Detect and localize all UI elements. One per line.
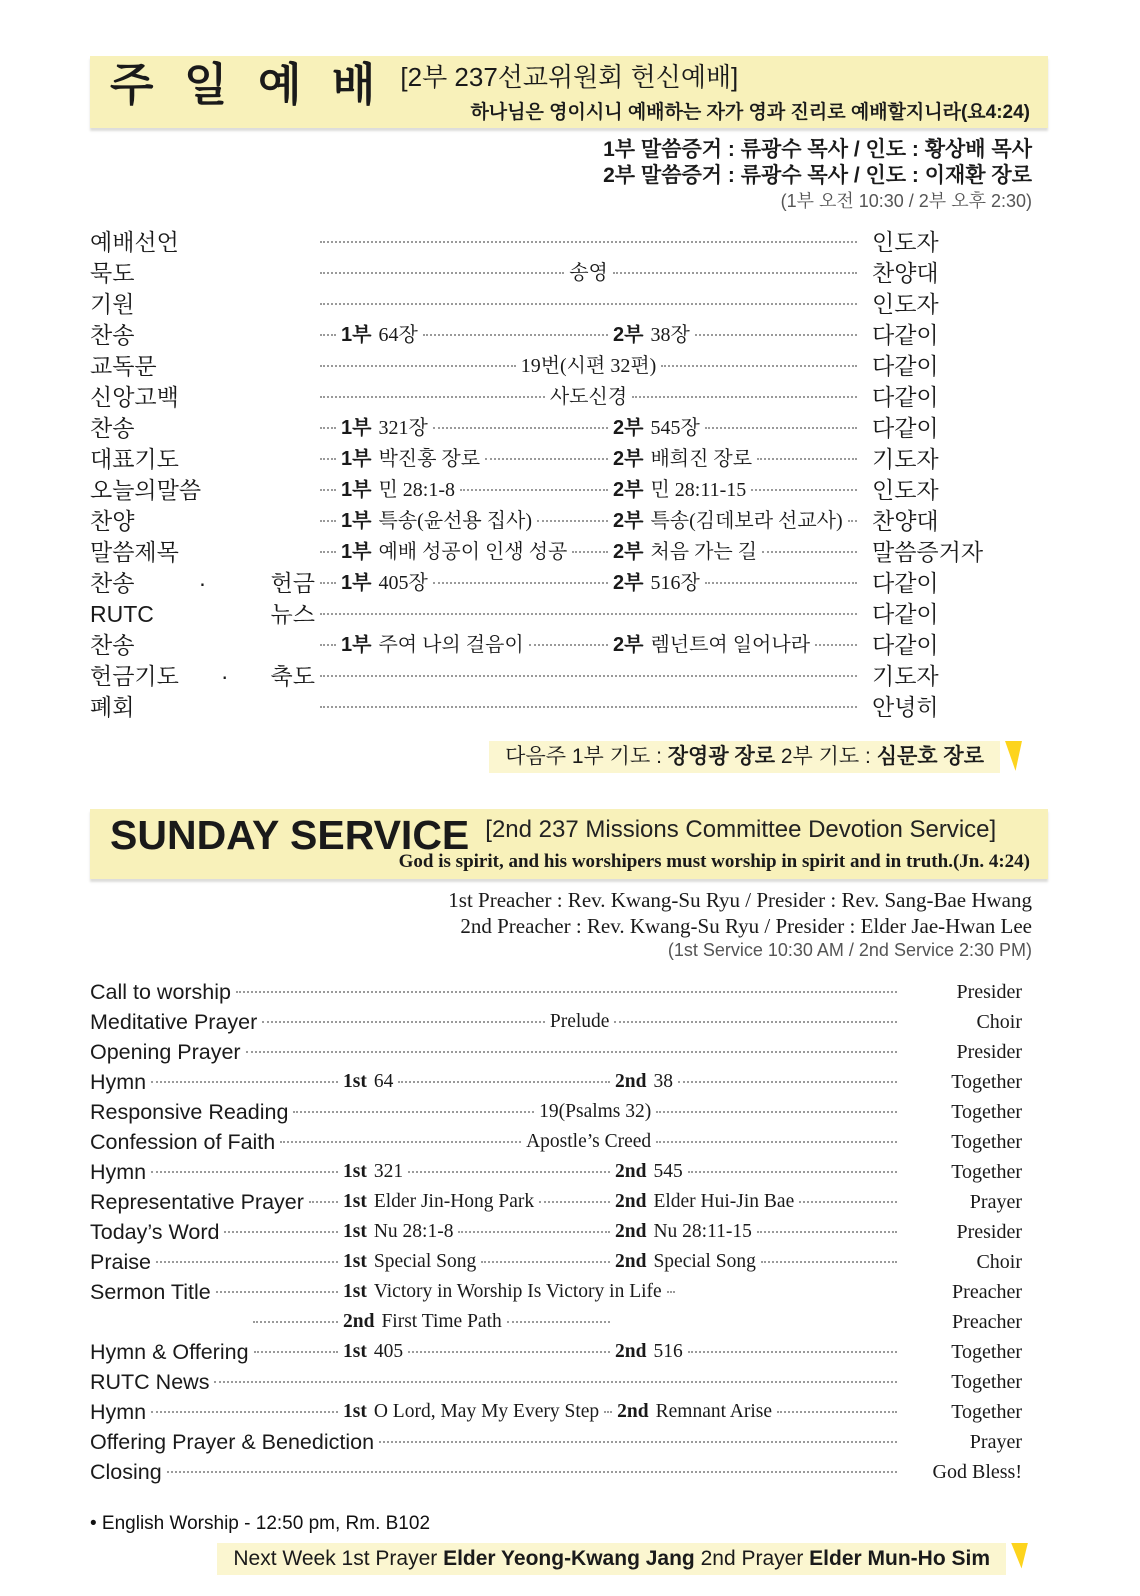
dotted-leader: [688, 1171, 897, 1173]
dotted-leader: [214, 1381, 897, 1383]
first-service-value: 1부 64장: [341, 323, 418, 346]
service-role: Together: [951, 1370, 1022, 1393]
korean-info-line2: 2부 말씀증거 : 류광수 목사 / 인도 : 이재환 장로: [603, 164, 1032, 188]
korean-info-time: (1부 오전 10:30 / 2부 오후 2:30): [780, 190, 1032, 211]
service-role: God Bless!: [932, 1460, 1022, 1483]
dotted-leader: [280, 1141, 521, 1143]
korean-info-line1: 1부 말씀증거 : 류광수 목사 / 인도 : 황상배 목사: [603, 138, 1032, 161]
first-service-value: 1st Victory in Worship Is Victory in Life: [343, 1280, 662, 1302]
dotted-leader: [320, 489, 336, 491]
dotted-leader: [604, 1411, 612, 1413]
dotted-leader: [761, 1261, 897, 1263]
dotted-leader: [320, 241, 857, 243]
service-item-label: 찬송: [90, 631, 135, 658]
dotted-leader: [458, 1231, 610, 1233]
gold-flag-icon: [1005, 741, 1022, 771]
service-item-label: Hymn: [90, 1159, 147, 1184]
dotted-leader: [460, 489, 608, 491]
dotted-leader: [667, 1291, 675, 1293]
english-next-week-note: [90, 1543, 1048, 1575]
service-center-value: 19번(시편 32편): [520, 354, 657, 377]
dotted-leader: [320, 551, 336, 553]
first-service-value: 1st Nu 28:1-8: [343, 1220, 454, 1242]
dotted-leader: [320, 706, 857, 708]
service-role: 기도자: [872, 662, 939, 689]
service-role: Presider: [956, 1040, 1022, 1063]
service-row: [90, 1067, 1022, 1097]
english-subtitle-bracket: [2nd 237 Missions Committee Devotion Service]: [485, 815, 997, 843]
service-row: [90, 351, 1022, 382]
second-service-value: 2부 특송(김데보라 선교사): [613, 509, 843, 532]
second-service-value: 2nd 38: [615, 1070, 673, 1092]
dotted-leader: [156, 1261, 338, 1263]
korean-next-week-note: [90, 741, 1048, 773]
service-item-label: Opening Prayer: [90, 1039, 241, 1064]
service-role: Presider: [956, 1220, 1022, 1243]
service-row: [90, 537, 1022, 568]
dotted-leader: [481, 1261, 610, 1263]
service-role: Together: [951, 1160, 1022, 1183]
second-service-value: 2부 처음 가는 길: [613, 540, 758, 563]
service-item-label: Sermon Title: [90, 1279, 211, 1304]
service-item-label: 말씀제목: [90, 538, 179, 565]
dotted-leader: [320, 675, 857, 677]
second-service-value: 2nd Special Song: [615, 1250, 756, 1272]
dotted-leader: [216, 1291, 338, 1293]
english-order-of-service: [90, 977, 1048, 1487]
service-row: [90, 630, 1022, 661]
dotted-leader: [757, 1231, 897, 1233]
second-service-value: 2부 렘넌트여 일어나라: [613, 633, 811, 656]
service-item-label: Representative Prayer: [90, 1189, 304, 1214]
second-service-value: 2nd 545: [615, 1160, 683, 1182]
service-role: 다같이: [872, 600, 939, 627]
service-item-label: 대표기도: [90, 445, 179, 472]
service-role: 다같이: [872, 631, 939, 658]
dotted-leader: [614, 1021, 897, 1023]
second-service-value: 2부 민 28:11-15: [613, 478, 747, 501]
service-role: 다같이: [872, 383, 939, 410]
korean-verse: 하나님은 영이시니 예배하는 자가 영과 진리로 예배할지니라(요4:24): [470, 102, 1030, 123]
service-row: [90, 1247, 1022, 1277]
second-service-value: 2부 516장: [613, 571, 700, 594]
service-item-label: Confession of Faith: [90, 1129, 276, 1154]
service-role: Together: [951, 1100, 1022, 1123]
service-row: [90, 599, 1022, 630]
service-row: [90, 444, 1022, 475]
service-item-label: 찬송: [90, 414, 135, 441]
next-week-2nd-prayer-name: 심문호 장로: [876, 744, 984, 768]
service-item-label: 찬송: [90, 321, 135, 348]
korean-title: 주 일 예 배: [110, 59, 385, 110]
service-row: [90, 227, 1022, 258]
service-center-value: 19(Psalms 32): [539, 1100, 652, 1122]
service-role: 인도자: [872, 476, 939, 503]
service-role: 인도자: [872, 290, 939, 317]
service-row: [90, 1337, 1022, 1367]
service-role: 다같이: [872, 352, 939, 379]
service-row: [90, 1097, 1022, 1127]
first-service-value: 1부 주여 나의 걸음이: [341, 633, 524, 656]
service-role: Together: [951, 1400, 1022, 1423]
service-item-label: 신앙고백: [90, 383, 179, 410]
next-week-prayer-note: Next Week 1st Prayer Elder Yeong-Kwang Jang 2nd Prayer Elder Mun-Ho Sim: [217, 1543, 1006, 1575]
english-info-line2: 2nd Preacher : Rev. Kwang-Su Ryu / Presider : Elder Jae-Hwan Lee: [460, 913, 1032, 938]
korean-service-info: [90, 137, 1048, 213]
service-row: [90, 382, 1022, 413]
dotted-leader: [815, 644, 857, 646]
english-info-time: (1st Service 10:30 AM / 2nd Service 2:30 PM): [667, 940, 1032, 961]
service-item-label: 묵도: [90, 259, 135, 286]
english-worship-note: • English Worship - 12:50 pm, Rm. B102: [90, 1512, 431, 1534]
service-row: [90, 1307, 1022, 1337]
english-verse: God is spirit, and his worshipers must worship in spirit and in truth.(Jn. 4:24): [398, 851, 1030, 872]
dotted-leader: [320, 334, 336, 336]
dotted-leader: [320, 396, 545, 398]
dotted-leader: [224, 1231, 338, 1233]
service-role: 찬양대: [872, 259, 939, 286]
english-service-info: [90, 888, 1048, 963]
dotted-leader: [408, 1351, 610, 1353]
service-row: [90, 568, 1022, 599]
service-role: Together: [951, 1130, 1022, 1153]
service-center-value: 송영: [569, 261, 608, 284]
dotted-leader: [433, 427, 608, 429]
second-service-value: 2nd Nu 28:11-15: [615, 1220, 752, 1242]
first-service-value: 1st 321: [343, 1160, 404, 1182]
first-service-value: 1부 특송(윤선용 집사): [341, 509, 533, 532]
dotted-leader: [320, 303, 857, 305]
service-row: [90, 258, 1022, 289]
first-service-value: 1st 405: [343, 1340, 404, 1362]
service-row: [90, 692, 1022, 723]
service-row: [90, 320, 1022, 351]
service-item-label: 폐회: [90, 693, 135, 720]
second-service-value: 2nd Remnant Arise: [617, 1400, 773, 1422]
service-row: [90, 506, 1022, 537]
korean-subtitle-bracket: [2부 237선교위원회 헌신예배]: [400, 62, 739, 92]
dotted-leader: [151, 1411, 338, 1413]
service-row: [90, 475, 1022, 506]
service-role: Presider: [956, 980, 1022, 1003]
service-item-label: 기원: [90, 290, 135, 317]
dotted-leader: [632, 396, 857, 398]
service-role: 다같이: [872, 414, 939, 441]
service-center-value: 사도신경: [549, 385, 628, 408]
dotted-leader: [408, 1171, 610, 1173]
service-row: [90, 1157, 1022, 1187]
first-service-value: 1st 64: [343, 1070, 394, 1092]
dotted-leader: [799, 1201, 897, 1203]
dotted-leader: [246, 1051, 897, 1053]
service-row: [90, 1367, 1022, 1397]
dotted-leader: [320, 365, 516, 367]
english-section-header: [90, 809, 1048, 879]
service-row: [90, 413, 1022, 444]
dotted-leader: [656, 1141, 897, 1143]
dotted-leader: [167, 1471, 897, 1473]
first-service-value: 1st Special Song: [343, 1250, 477, 1272]
service-role: Together: [951, 1070, 1022, 1093]
dotted-leader: [320, 427, 336, 429]
first-service-value: 1st Elder Jin-Hong Park: [343, 1190, 535, 1212]
service-item-label: 교독문: [90, 352, 157, 379]
service-row: [90, 1187, 1022, 1217]
service-row: [90, 1007, 1022, 1037]
service-role: 다같이: [872, 321, 939, 348]
service-row: [90, 1427, 1022, 1457]
service-role: 말씀증거자: [872, 538, 984, 565]
second-service-value: 2nd 516: [615, 1340, 683, 1362]
dotted-leader: [309, 1201, 338, 1203]
next-week-1st-prayer-name: Elder Yeong-Kwang Jang: [443, 1546, 695, 1570]
dotted-leader: [320, 458, 336, 460]
dotted-leader: [236, 991, 897, 993]
dotted-leader: [848, 520, 857, 522]
service-item-label: RUTC 뉴스: [90, 600, 315, 627]
korean-order-of-service: [90, 227, 1048, 723]
dotted-leader: [507, 1321, 610, 1323]
dotted-leader: [537, 520, 608, 522]
service-row: [90, 1037, 1022, 1067]
service-item-label: 찬양: [90, 507, 135, 534]
service-role: 안녕히: [872, 693, 939, 720]
dotted-leader: [320, 520, 336, 522]
service-row: [90, 1397, 1022, 1427]
first-service-value: 1부 민 28:1-8: [341, 478, 455, 501]
service-item-label: Hymn & Offering: [90, 1339, 249, 1364]
service-row: [90, 1217, 1022, 1247]
second-service-value: 2부 545장: [613, 416, 700, 439]
service-row: [90, 289, 1022, 320]
service-item-label: Meditative Prayer: [90, 1009, 258, 1034]
service-item-label: Call to worship: [90, 979, 231, 1004]
service-item-label: 오늘의말씀: [90, 476, 202, 503]
dotted-leader: [678, 1081, 897, 1083]
dotted-leader: [705, 427, 857, 429]
dotted-leader: [485, 458, 608, 460]
dotted-leader: [293, 1111, 534, 1113]
service-role: Prayer: [969, 1190, 1022, 1213]
service-role: 인도자: [872, 228, 939, 255]
service-item-label: RUTC News: [90, 1369, 210, 1394]
service-item-label: Closing: [90, 1459, 162, 1484]
dotted-leader: [151, 1081, 338, 1083]
next-week-2nd-prayer-name: Elder Mun-Ho Sim: [809, 1546, 990, 1570]
service-row: [90, 1457, 1022, 1487]
dotted-leader: [320, 613, 857, 615]
service-role: Choir: [976, 1010, 1022, 1033]
dotted-leader: [762, 551, 857, 553]
korean-section-header: [90, 56, 1048, 128]
second-service-value: 2부 38장: [613, 323, 690, 346]
english-info-line1: 1st Preacher : Rev. Kwang-Su Ryu / Presider : Rev. Sang-Bae Hwang: [448, 887, 1032, 912]
service-role: 기도자: [872, 445, 939, 472]
service-item-label: 찬송 · 헌금: [90, 569, 315, 596]
service-role: Prayer: [969, 1430, 1022, 1453]
service-row: [90, 661, 1022, 692]
dotted-leader: [379, 1441, 897, 1443]
service-role: Preacher: [952, 1310, 1022, 1333]
service-item-label: Hymn: [90, 1069, 147, 1094]
gold-flag-icon: [1011, 1543, 1028, 1569]
first-service-value: 1부 405장: [341, 571, 428, 594]
dotted-leader: [705, 582, 857, 584]
dotted-leader: [656, 1111, 897, 1113]
service-item-label: Offering Prayer & Benediction: [90, 1429, 375, 1454]
service-item-label: Responsive Reading: [90, 1099, 289, 1124]
dotted-leader: [423, 334, 608, 336]
dotted-leader: [777, 1411, 897, 1413]
service-center-value: Apostle’s Creed: [526, 1130, 652, 1152]
service-role: Choir: [976, 1250, 1022, 1273]
dotted-leader: [320, 644, 336, 646]
service-center-value: Prelude: [549, 1010, 610, 1032]
first-service-value: 1st O Lord, May My Every Step: [343, 1400, 600, 1422]
dotted-leader: [262, 1021, 545, 1023]
dotted-leader: [433, 582, 608, 584]
service-row: [90, 977, 1022, 1007]
dotted-leader: [695, 334, 857, 336]
dotted-leader: [751, 489, 857, 491]
dotted-leader: [572, 551, 608, 553]
next-week-1st-prayer-name: 장영광 장로: [667, 744, 776, 768]
next-week-prayer-note: 다음주 1부 기도 : 장영광 장로 2부 기도 : 심문호 장로: [489, 741, 1000, 773]
dotted-leader: [320, 582, 336, 584]
dotted-leader: [757, 458, 857, 460]
dotted-leader: [320, 272, 564, 274]
service-row: [90, 1277, 1022, 1307]
dotted-leader: [661, 365, 857, 367]
service-item-label: Today’s Word: [90, 1219, 220, 1244]
second-service-value: 2nd Elder Hui-Jin Bae: [615, 1190, 795, 1212]
service-role: 다같이: [872, 569, 939, 596]
dotted-leader: [688, 1351, 897, 1353]
second-service-value: 2nd First Time Path: [343, 1310, 502, 1332]
service-item-label: Praise: [90, 1249, 151, 1274]
dotted-leader: [529, 644, 608, 646]
service-role: 찬양대: [872, 507, 939, 534]
dotted-leader: [398, 1081, 610, 1083]
dotted-leader: [539, 1201, 610, 1203]
service-item-label: 헌금기도 · 축도: [90, 662, 315, 689]
first-service-value: 1부 박진홍 장로: [341, 447, 481, 470]
dotted-leader: [613, 272, 857, 274]
dotted-leader: [254, 1351, 338, 1353]
first-service-value: 1부 예배 성공이 인생 성공: [341, 540, 568, 563]
service-item-label: 예배선언: [90, 228, 179, 255]
service-row: [90, 1127, 1022, 1157]
service-role: Together: [951, 1340, 1022, 1363]
dotted-leader: [151, 1171, 338, 1173]
service-role: Preacher: [952, 1280, 1022, 1303]
dotted-leader: [253, 1321, 338, 1323]
english-title: SUNDAY SERVICE: [110, 811, 470, 858]
first-service-value: 1부 321장: [341, 416, 428, 439]
second-service-value: 2부 배희진 장로: [613, 447, 753, 470]
service-item-label: Hymn: [90, 1399, 147, 1424]
